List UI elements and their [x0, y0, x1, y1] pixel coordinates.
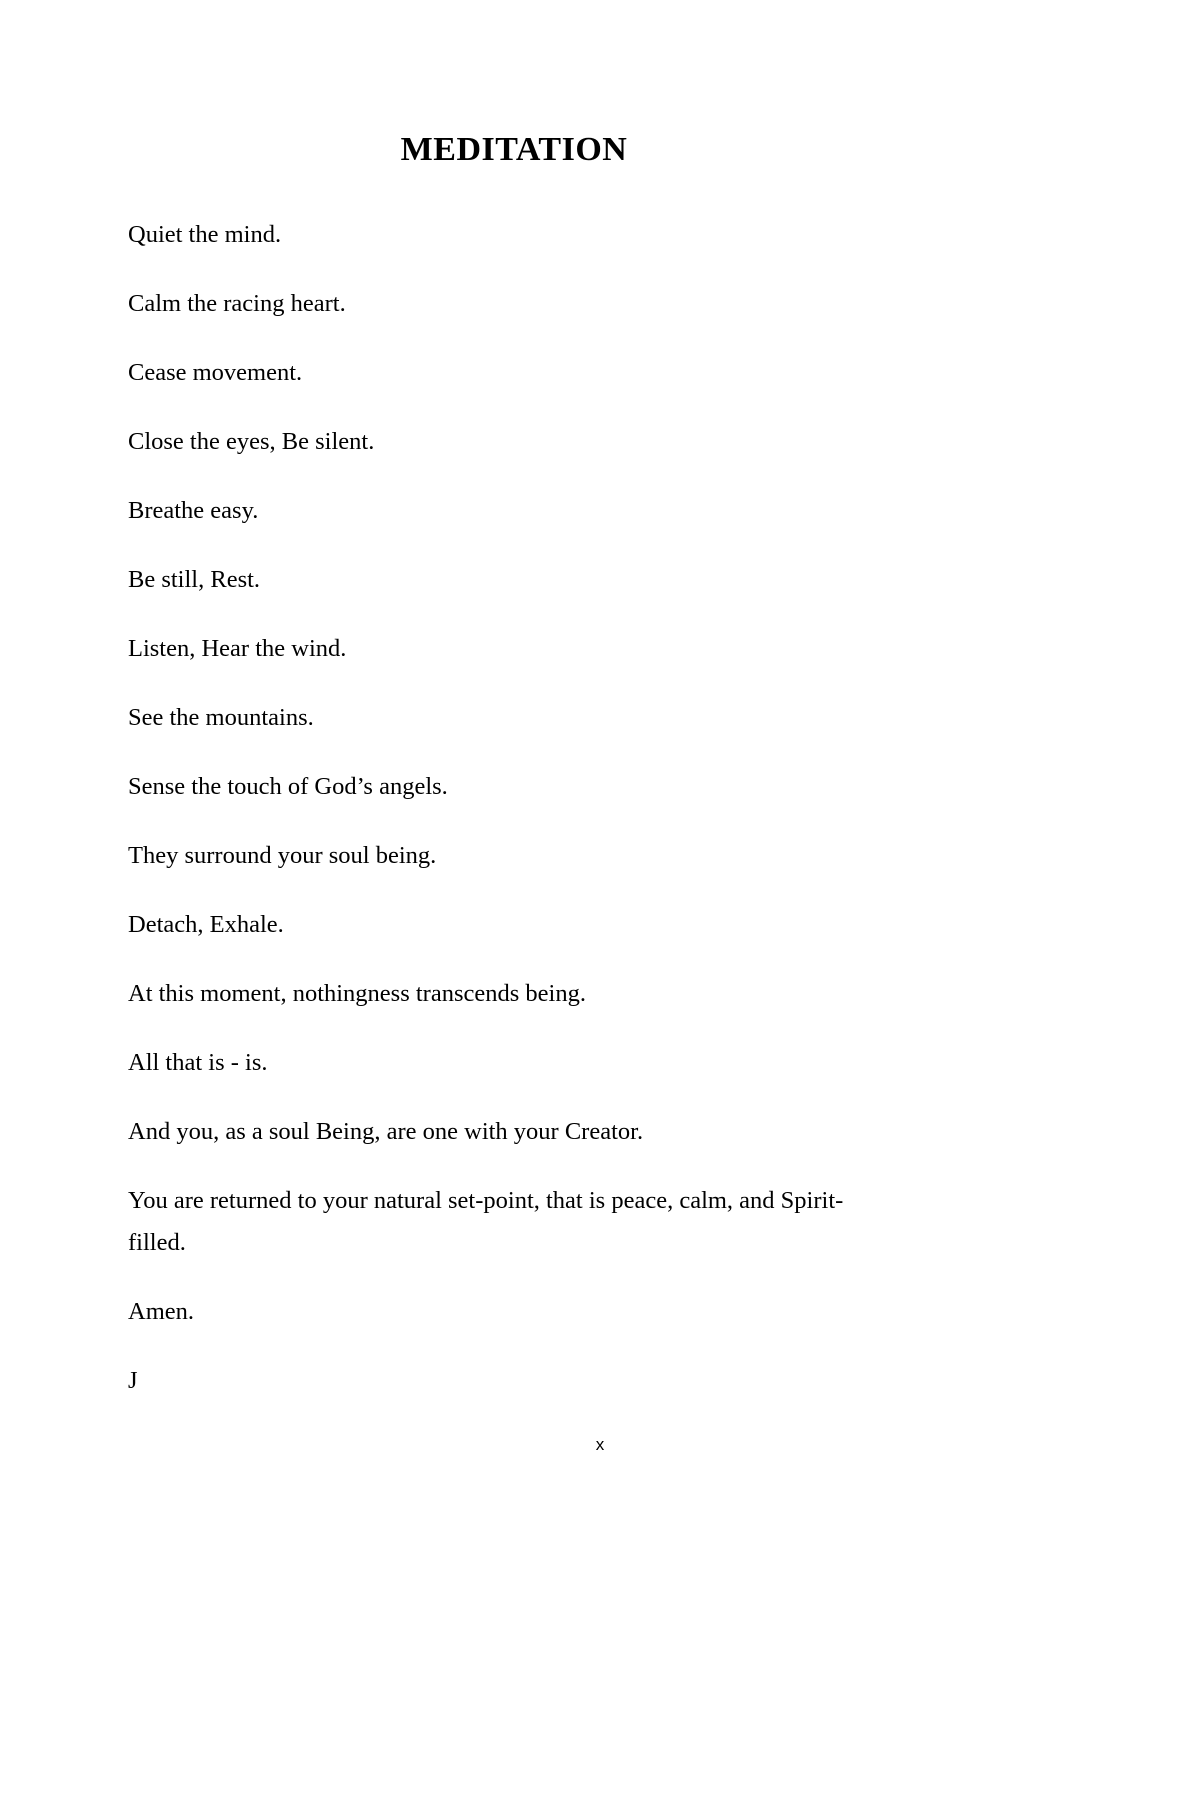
poem-line: Quiet the mind. [128, 221, 282, 248]
page-footer [0, 1436, 1200, 1455]
poem-line: At this moment, nothingness transcends being. [128, 980, 586, 1007]
poem-line: And you, as a soul Being, are one with your Creator. [128, 1118, 644, 1145]
poem-line: Be still, Rest. [128, 566, 261, 593]
poem-line: Detach, Exhale. [128, 911, 284, 938]
poem-signature: J [128, 1367, 138, 1394]
poem-line: Listen, Hear the wind. [128, 635, 347, 662]
poem-body [128, 214, 900, 1402]
poem-line: You are returned to your natural set-point, that is peace, calm, and Spirit-filled. [128, 1187, 844, 1256]
poem-line: All that is - is. [128, 1049, 268, 1076]
poem-line: Calm the racing heart. [128, 290, 346, 317]
poem-line: Close the eyes, Be silent. [128, 428, 375, 455]
page-title: MEDITATION [400, 131, 628, 168]
poem-line: Sense the touch of God’s angels. [128, 773, 448, 800]
poem-line: Cease movement. [128, 359, 303, 386]
document-content-column [128, 0, 900, 1402]
poem-line: Amen. [128, 1298, 194, 1325]
page-number-marker: x [595, 1435, 605, 1454]
poem-line: Breathe easy. [128, 497, 259, 524]
poem-line: See the mountains. [128, 704, 314, 731]
poem-line: They surround your soul being. [128, 842, 437, 869]
